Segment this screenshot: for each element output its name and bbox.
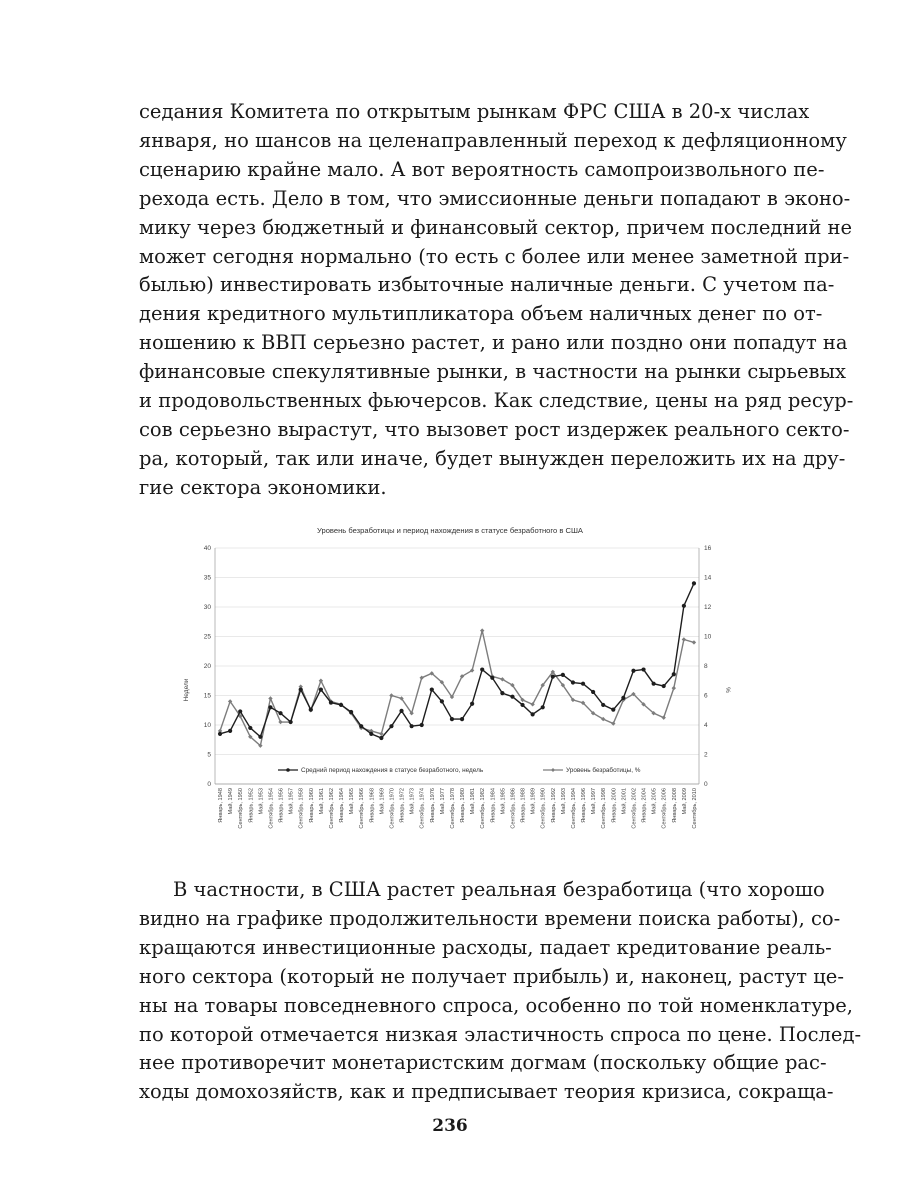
data-point-duration xyxy=(278,711,282,715)
y-tick-right-label: 10 xyxy=(704,633,712,641)
data-point-duration xyxy=(450,717,454,721)
x-tick-label: Май, 1961 xyxy=(318,788,325,815)
x-tick-label: Май, 2009 xyxy=(681,788,688,815)
data-point-rate xyxy=(278,720,282,724)
text-line: по которой отмечается низкая эластичность спроса по цене. Послед- xyxy=(139,1022,862,1046)
legend-marker-rate xyxy=(551,768,555,772)
y-tick-right-label: 6 xyxy=(704,692,708,700)
legend-label-rate: Уровень безработицы, % xyxy=(566,767,641,774)
data-point-duration xyxy=(299,688,303,692)
y-tick-left-label: 15 xyxy=(203,692,211,700)
data-point-duration xyxy=(389,724,393,728)
x-tick-label: Январь, 1976 xyxy=(429,788,436,823)
data-point-duration xyxy=(440,699,444,703)
data-point-rate xyxy=(682,637,686,641)
text-line: ра, который, так или иначе, будет вынужден переложить их на дру- xyxy=(139,446,846,470)
y-tick-left-label: 0 xyxy=(207,781,211,788)
data-point-duration xyxy=(289,720,293,724)
x-tick-label: Май, 1993 xyxy=(560,788,567,815)
x-tick-label: Май, 1957 xyxy=(288,788,295,815)
data-point-duration xyxy=(672,672,676,676)
x-tick-label: Январь, 1972 xyxy=(399,788,406,823)
text-line: видно на графике продолжительности времени поиска работы), со- xyxy=(139,906,841,930)
chart-title: Уровень безработицы и период нахождения в статусе безработного в США xyxy=(317,526,583,535)
data-point-duration xyxy=(510,695,514,699)
data-point-duration xyxy=(692,581,696,585)
data-point-duration xyxy=(420,723,424,727)
y-tick-left-label: 10 xyxy=(203,722,211,729)
x-tick-label: Январь, 1956 xyxy=(278,788,285,823)
x-tick-label: Сентябрь, 1994 xyxy=(570,788,577,829)
y-tick-left-label: 35 xyxy=(203,574,211,582)
data-point-duration xyxy=(581,682,585,686)
x-tick-label: Январь, 1968 xyxy=(369,788,376,823)
data-point-duration xyxy=(460,717,464,721)
x-tick-label: Май, 1965 xyxy=(349,788,356,815)
text-line: былью) инвестировать избыточные наличные деньги. С учетом па- xyxy=(139,273,835,297)
data-point-rate xyxy=(692,640,696,644)
data-point-rate xyxy=(268,696,272,700)
data-point-duration xyxy=(218,732,222,736)
x-tick-label: Январь, 1992 xyxy=(550,788,557,823)
data-point-rate xyxy=(319,679,323,683)
data-point-duration xyxy=(662,684,666,688)
data-point-rate xyxy=(662,715,666,719)
x-tick-label: Май, 1953 xyxy=(258,788,265,815)
x-tick-label: Май, 2005 xyxy=(651,788,658,815)
y-tick-left-label: 20 xyxy=(203,663,211,670)
y-tick-right-label: 2 xyxy=(704,751,708,759)
data-point-duration xyxy=(621,696,625,700)
data-point-duration xyxy=(268,705,272,709)
x-tick-label: Сентябрь, 1958 xyxy=(298,788,305,829)
data-point-rate xyxy=(389,693,393,697)
data-point-duration xyxy=(339,703,343,707)
page-number: 236 xyxy=(432,1116,468,1136)
data-point-duration xyxy=(430,688,434,692)
data-point-duration xyxy=(480,667,484,671)
series-line-1 xyxy=(220,583,694,738)
x-tick-label: Май, 1973 xyxy=(409,788,416,815)
x-tick-label: Январь, 1964 xyxy=(339,788,346,823)
data-point-duration xyxy=(611,708,615,712)
data-point-duration xyxy=(541,705,545,709)
data-point-duration xyxy=(349,710,353,714)
x-tick-label: Сентябрь, 1954 xyxy=(268,788,275,829)
data-point-rate xyxy=(420,676,424,680)
x-tick-label: Сентябрь, 1962 xyxy=(328,788,335,829)
text-line: дения кредитного мультипликатора объем наличных денег по от- xyxy=(139,302,823,326)
data-point-duration xyxy=(309,708,313,712)
data-point-duration xyxy=(490,676,494,680)
data-point-duration xyxy=(601,703,605,707)
text-line: ного сектора (который не получает прибыль) и, наконец, растут це- xyxy=(139,964,844,988)
x-tick-label: Сентябрь, 1990 xyxy=(540,788,547,829)
chart-figure xyxy=(180,520,731,850)
y-tick-right-label: 14 xyxy=(704,574,712,582)
text-line: нее противоречит монетаристским догмам (поскольку общие рас- xyxy=(139,1051,827,1075)
data-point-duration xyxy=(319,688,323,692)
x-tick-label: Май, 2001 xyxy=(621,788,628,815)
x-tick-label: Сентябрь, 2006 xyxy=(661,788,668,829)
data-point-rate xyxy=(672,686,676,690)
text-line: сценарию крайне мало. А вот вероятность самопроизвольного пе- xyxy=(139,157,825,181)
x-tick-label: Май, 1969 xyxy=(379,788,386,815)
x-tick-label: Январь, 2000 xyxy=(611,788,618,823)
y-tick-right-label: 4 xyxy=(704,722,708,729)
x-tick-label: Сентябрь, 1982 xyxy=(480,788,487,829)
text-line: В частности, в США растет реальная безработица (что хорошо xyxy=(173,878,825,901)
text-line: ношению к ВВП серьезно растет, и рано или поздно они попадут на xyxy=(139,331,848,355)
data-point-duration xyxy=(258,735,262,739)
x-tick-label: Январь, 2004 xyxy=(641,788,648,823)
data-point-duration xyxy=(652,682,656,686)
data-point-duration xyxy=(561,673,565,677)
legend-label-duration: Средний период нахождения в статусе безработного, недель xyxy=(301,767,484,774)
x-tick-label: Январь, 1988 xyxy=(520,788,527,823)
data-point-duration xyxy=(470,702,474,706)
x-tick-label: Январь, 1952 xyxy=(248,788,255,823)
text-line: ходы домохозяйств, как и предписывает теория кризиса, сокраща- xyxy=(139,1080,834,1104)
x-tick-label: Январь, 1984 xyxy=(490,788,497,823)
data-point-duration xyxy=(248,726,252,730)
text-line: финансовые спекулятивные рынки, в частности на рынки сырьевых xyxy=(139,360,847,384)
data-point-duration xyxy=(631,669,635,673)
y-tick-left-label: 30 xyxy=(203,604,211,611)
text-line: гие сектора экономики. xyxy=(139,475,387,499)
data-point-duration xyxy=(399,709,403,713)
x-tick-label: Май, 1997 xyxy=(591,788,598,815)
data-point-duration xyxy=(329,700,333,704)
y-axis-left-label: Недели xyxy=(183,678,190,702)
legend-marker-duration xyxy=(286,768,290,772)
data-point-duration xyxy=(238,709,242,713)
text-line: рехода есть. Дело в том, что эмиссионные деньги попадают в эконо- xyxy=(139,186,851,210)
data-point-duration xyxy=(571,680,575,684)
text-line: и продовольственных фьючерсов. Как следствие, цены на ряд ресур- xyxy=(139,389,854,413)
x-tick-label: Январь, 2008 xyxy=(671,788,678,823)
y-tick-right-label: 8 xyxy=(704,663,708,670)
x-tick-label: Май, 1981 xyxy=(470,788,477,815)
x-tick-label: Сентябрь, 1978 xyxy=(449,788,456,829)
plot-area xyxy=(204,545,712,829)
x-tick-label: Январь, 1996 xyxy=(581,788,588,823)
paragraph-top xyxy=(139,98,854,503)
text-line: ны на товары повседневного спроса, особенно по той номенклатуре, xyxy=(139,993,853,1017)
y-tick-right-label: 0 xyxy=(704,781,708,788)
y-tick-left-label: 25 xyxy=(203,633,211,641)
data-point-duration xyxy=(410,724,414,728)
x-tick-label: Январь, 1948 xyxy=(218,788,225,823)
data-point-duration xyxy=(520,703,524,707)
y-tick-left-label: 5 xyxy=(207,751,211,759)
data-point-duration xyxy=(641,667,645,671)
y-axis-right-label: % xyxy=(724,687,731,693)
text-line: кращаются инвестиционные расходы, падает кредитование реаль- xyxy=(139,935,832,959)
data-point-duration xyxy=(359,724,363,728)
text-line: мику через бюджетный и финансовый сектор, причем последний не xyxy=(139,215,853,239)
x-tick-label: Сентябрь, 1974 xyxy=(419,788,426,829)
y-tick-left-label: 40 xyxy=(203,545,211,552)
data-point-duration xyxy=(591,690,595,694)
x-tick-label: Май, 1949 xyxy=(228,788,235,815)
series-line-2 xyxy=(220,631,694,746)
x-tick-label: Май, 1985 xyxy=(500,788,507,815)
data-point-duration xyxy=(379,736,383,740)
x-tick-label: Май, 1977 xyxy=(439,788,446,815)
x-tick-label: Май, 1989 xyxy=(530,788,537,815)
paragraph-bottom xyxy=(139,876,862,1107)
text-line: может сегодня нормально (то есть с более или менее заметной при- xyxy=(139,244,850,268)
data-point-duration xyxy=(551,675,555,679)
text-line: сов серьезно вырастут, что вызовет рост издержек реального секто- xyxy=(139,417,850,441)
x-tick-label: Сентябрь, 2002 xyxy=(631,788,638,829)
data-point-rate xyxy=(480,628,484,632)
text-line: седания Комитета по открытым рынкам ФРС США в 20-х числах xyxy=(139,100,810,123)
data-point-duration xyxy=(682,604,686,608)
data-point-duration xyxy=(531,712,535,716)
x-tick-label: Сентябрь, 1950 xyxy=(238,788,245,829)
y-tick-right-label: 16 xyxy=(704,545,712,552)
data-point-duration xyxy=(500,691,504,695)
data-point-duration xyxy=(369,732,373,736)
x-tick-label: Сентябрь, 1998 xyxy=(601,788,608,829)
x-tick-label: Сентябрь, 1966 xyxy=(359,788,366,829)
x-tick-label: Сентябрь, 1970 xyxy=(389,788,396,829)
data-point-duration xyxy=(228,729,232,733)
x-tick-label: Сентябрь, 1986 xyxy=(510,788,517,829)
text-line: января, но шансов на целенаправленный переход к дефляционному xyxy=(139,128,847,152)
x-tick-label: Январь, 1960 xyxy=(308,788,315,823)
x-tick-label: Сентябрь, 2010 xyxy=(691,788,698,829)
x-tick-label: Январь, 1980 xyxy=(460,788,467,823)
y-tick-right-label: 12 xyxy=(704,604,712,611)
